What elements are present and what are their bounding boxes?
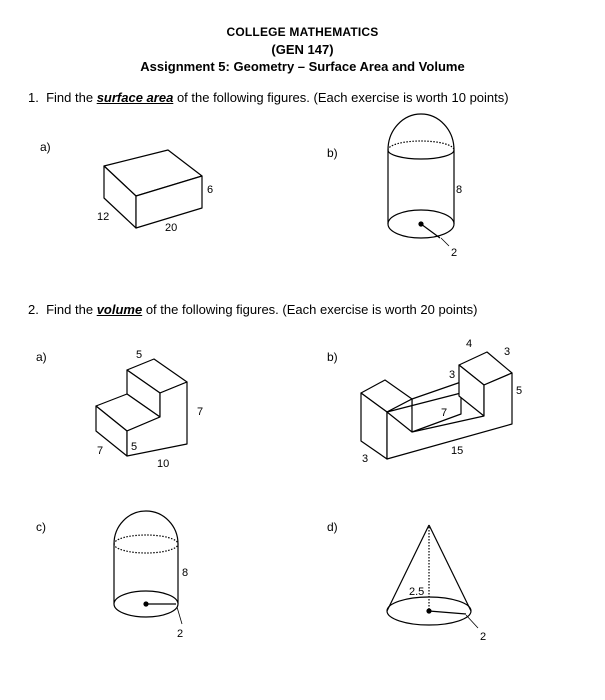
question-1-post: of the following figures. (Each exercise is worth 10 points) [176, 90, 509, 105]
center-dot [427, 609, 431, 613]
dim-2a-length: 10 [157, 458, 170, 470]
dim-2b-top-width: 4 [466, 338, 473, 350]
figure-2d-cone [387, 525, 471, 625]
hemisphere-dome [114, 511, 178, 544]
dim-2c-height: 8 [182, 567, 189, 579]
dim-2a-step: 5 [131, 441, 138, 453]
dim-1a-height: 6 [207, 184, 214, 196]
question-2-number: 2. [28, 302, 39, 317]
radius-leader-2d [466, 615, 478, 628]
label-1b: b) [327, 146, 338, 160]
dim-2b-length: 15 [451, 445, 464, 457]
label-2d: d) [327, 520, 338, 534]
dim-2d-radius: 2 [480, 631, 487, 643]
dome-base-back [388, 141, 454, 150]
question-1-number: 1. [28, 90, 39, 105]
dim-2c-radius: 2 [177, 628, 184, 640]
label-1a: a) [40, 140, 51, 154]
dim-2a-height: 7 [197, 406, 204, 418]
figure-1b-cylinder [388, 114, 454, 238]
label-2c: c) [36, 520, 46, 534]
dim-2d-height: 2.5 [409, 586, 425, 598]
question-2-post: of the following figures. (Each exercise is worth 20 points) [145, 302, 478, 317]
dim-2a-top: 5 [136, 349, 143, 361]
question-1-keyword: surface area [96, 90, 174, 105]
radius-leader-1b [441, 238, 449, 246]
dim-1a-length: 20 [165, 222, 178, 234]
hemisphere-dome [388, 114, 454, 150]
question-2-pre: Find the [46, 302, 94, 317]
dim-1a-depth: 12 [97, 211, 110, 223]
dim-2a-depth: 7 [97, 445, 104, 457]
dome-base-front [114, 544, 178, 553]
dim-2b-post: 3 [449, 369, 456, 381]
dim-1b-height: 8 [456, 184, 463, 196]
figure-2a-step-solid [96, 359, 187, 456]
assignment-title: Assignment 5: Geometry – Surface Area and Volume [140, 59, 465, 74]
center-dot [419, 222, 423, 226]
figure-1a-box [104, 150, 202, 228]
dim-1b-radius: 2 [451, 247, 458, 259]
figure-2c-cylinder [114, 511, 178, 617]
dome-base-back [114, 535, 178, 544]
figure-2b-u-solid [361, 352, 512, 459]
dome-base-front [388, 150, 454, 159]
dim-2b-depth: 3 [362, 453, 369, 465]
label-2a: a) [36, 350, 47, 364]
question-1-pre: Find the [46, 90, 94, 105]
label-2b: b) [327, 350, 338, 364]
radius-leader-2c [177, 607, 182, 624]
dim-2b-top-depth: 3 [504, 346, 511, 358]
question-2-keyword: volume [96, 302, 143, 317]
course-code: (GEN 147) [271, 42, 334, 57]
course-title: COLLEGE MATHEMATICS [226, 25, 379, 39]
center-dot [144, 602, 148, 606]
dim-2b-gap: 7 [441, 407, 448, 419]
dim-2b-height: 5 [516, 385, 523, 397]
